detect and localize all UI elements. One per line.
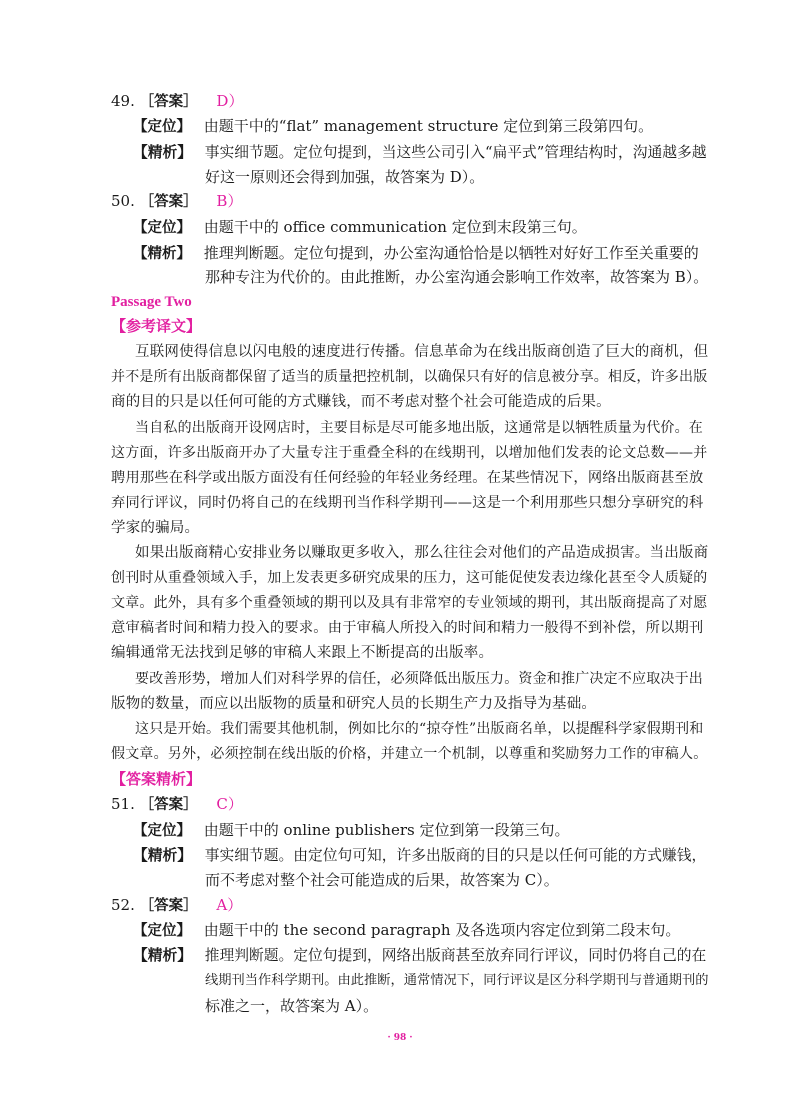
q49-locate-row	[133, 114, 653, 139]
q50-answer-value: B）	[216, 192, 243, 210]
q50-answer-row	[111, 189, 242, 214]
q49-locate-label: 【定位】	[133, 119, 191, 135]
q50-analysis-line2: 那种专注为代价的。由此推断，办公室沟通会影响工作效率，故答案为 B）。	[205, 268, 709, 286]
q50-locate-row	[133, 215, 587, 240]
q52-locate-row	[133, 918, 680, 943]
q51-analysis-row	[133, 844, 706, 868]
translation-line: 假文章。另外，必须控制在线出版的价格，并建立一个机制，以尊重和奖励努力工作的审稿人。	[111, 746, 708, 762]
translation-line: 学家的骗局。	[111, 520, 200, 536]
q50-analysis-row	[133, 241, 699, 266]
q49-analysis-row	[133, 141, 707, 165]
analysis-header: 【答案精析】	[111, 770, 202, 788]
q50-analysis-line1: 推理判断题。定位句提到，办公室沟通恰恰是以牺牲对好好工作至关重要的	[203, 244, 699, 262]
translation-line: 这方面，许多出版商开办了大量专注于重叠全科的在线期刊，以增加他们发表的论文总数——并	[111, 445, 708, 461]
q52-analysis-line3: 标准之一，故答案为 A）。	[205, 997, 379, 1015]
q49-analysis-label: 【精析】	[133, 144, 192, 161]
q51-locate-row	[133, 818, 569, 843]
q50-answer-label: ［答案］	[139, 194, 198, 210]
q52-answer-value: A）	[216, 896, 243, 914]
q52-analysis-line2: 线期刊当作科学期刊。由此推断，通常情况下，同行评议是区分科学期刊与普通期刊的	[205, 973, 709, 988]
q51-analysis-line2: 而不考虑对整个社会可能造成的后果，故答案为 C）。	[205, 871, 559, 889]
q52-analysis-line1: 推理判断题。定位句提到，网络出版商甚至放弃同行评议，同时仍将自己的在	[204, 947, 707, 964]
q49-answer-label: ［答案］	[139, 94, 198, 110]
translation-line: 编辑通常无法找到足够的审稿人来跟上不断提高的出版率。	[111, 645, 494, 661]
q52-answer-row	[111, 893, 242, 918]
q49-analysis-line1: 事实细节题。定位句提到，当这些公司引入“扁平式”管理结构时，沟通越多越	[204, 144, 707, 161]
q50-analysis-label: 【精析】	[133, 246, 191, 262]
translation-line: 当自私的出版商开设网店时，主要目标是尽可能多地出版，这通常是以牺牲质量为代价。在	[135, 420, 703, 436]
translation-line: 如果出版商精心安排业务以赚取更多收入，那么往往会对他们的产品造成损害。当出版商	[135, 545, 709, 561]
q52-answer-label: ［答案］	[139, 898, 198, 914]
q50-number: 50.	[111, 192, 135, 210]
translation-line: 版物的数量，而应以出版物的质量和研究人员的长期生产力及指导为基础。	[111, 696, 597, 712]
q51-analysis-label: 【精析】	[133, 847, 192, 864]
translation-line: 意审稿者时间和精力投入的要求。由于审稿人所投入的时间和精力一般得不到补偿，所以期刊	[111, 620, 704, 636]
translation-line: 文章。此外，具有多个重叠领域的期刊以及具有非常窄的专业领域的期刊，其出版商提高了对愿	[111, 595, 708, 611]
q50-locate-label: 【定位】	[133, 220, 191, 236]
q51-locate-text: 由题干中的 online publishers 定位到第一段第三句。	[203, 821, 570, 839]
q52-analysis-label: 【精析】	[133, 947, 192, 964]
q49-analysis-line2: 好这一原则还会得到加强，故答案为 D）。	[205, 168, 485, 186]
q49-answer-value: D）	[216, 92, 244, 110]
q52-locate-label: 【定位】	[133, 923, 191, 939]
translation-line: 创刊时从重叠领域入手，加上发表更多研究成果的压力，这可能促使发表边缘化甚至令人质疑的	[111, 570, 708, 586]
q51-answer-row	[111, 792, 243, 817]
q51-answer-label: ［答案］	[139, 797, 198, 813]
q51-number: 51.	[111, 795, 135, 813]
q49-number: 49.	[111, 92, 135, 110]
translation-line: 这只是开始。我们需要其他机制，例如比尔的“掠夺性”出版商名单，以提醒科学家假期刊和	[135, 721, 704, 737]
translation-line: 聘用那些在科学或出版方面没有任何经验的年轻业务经理。在某些情况下，网络出版商甚至放	[111, 470, 704, 486]
q52-locate-text: 由题干中的 the second paragraph 及各选项内容定位到第二段末句。	[203, 921, 681, 939]
q52-number: 52.	[111, 896, 135, 914]
q51-answer-value: C）	[216, 795, 243, 813]
translation-line: 商的目的只是以任何可能的方式赚钱，而不考虑对整个社会可能造成的后果。	[111, 394, 611, 410]
q49-locate-text: 由题干中的“flat” management structure 定位到第三段第四句。	[203, 117, 654, 135]
q51-locate-label: 【定位】	[133, 823, 191, 839]
translation-line: 并不是所有出版商都保留了适当的质量把控机制，以确保只有好的信息被分享。相反，许多出版	[111, 369, 708, 385]
translation-line: 要改善形势，增加人们对科学界的信任，必须降低出版压力。资金和推广决定不应取决于出	[135, 671, 703, 687]
q52-analysis-row	[133, 944, 706, 968]
q51-analysis-line1: 事实细节题。由定位句可知，许多出版商的目的只是以任何可能的方式赚钱，	[204, 847, 707, 864]
translation-line: 互联网使得信息以闪电般的速度进行传播。信息革命为在线出版商创造了巨大的商机，但	[135, 344, 709, 360]
translation-header: 【参考译文】	[111, 317, 202, 335]
page-number: · 98 ·	[387, 1033, 413, 1043]
passage-title: Passage Two	[111, 294, 192, 310]
translation-line: 弃同行评议，同时仍将自己的在线期刊当作科学期刊——这是一个利用那些只想分享研究的科	[111, 495, 704, 511]
q49-answer-row	[111, 89, 243, 114]
q50-locate-text: 由题干中的 office communication 定位到末段第三句。	[203, 218, 587, 236]
